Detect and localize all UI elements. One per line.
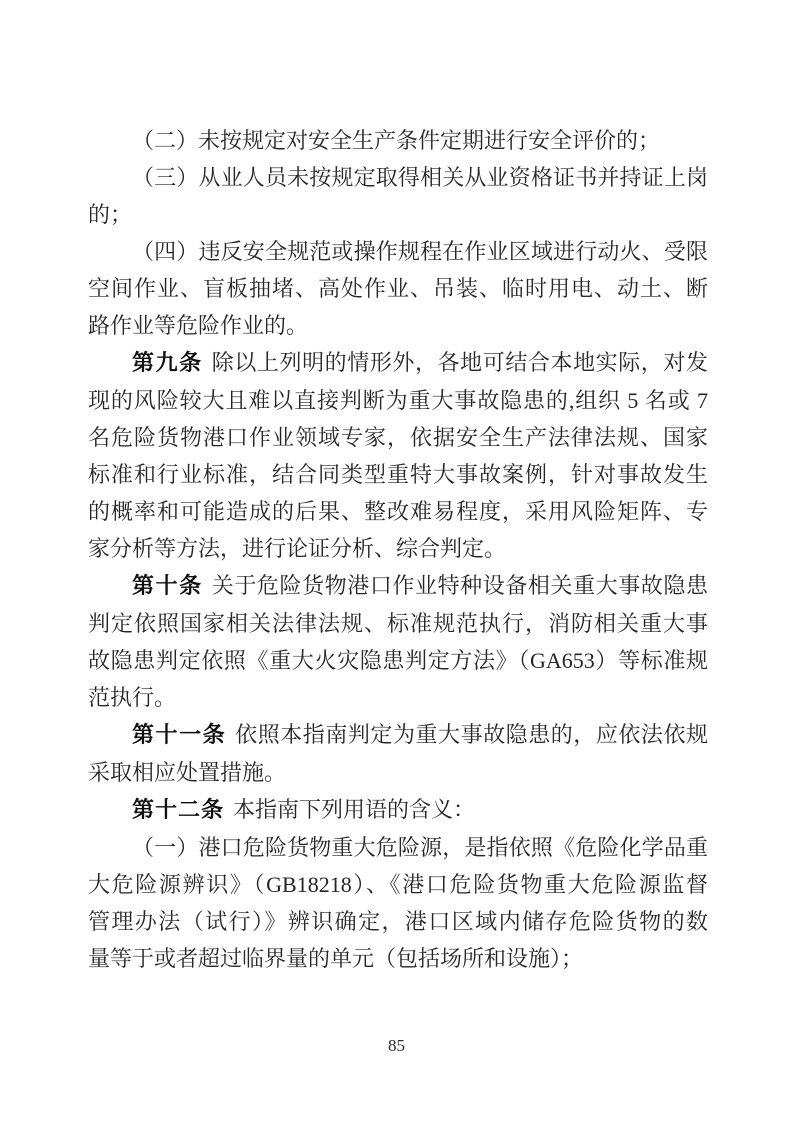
page-number: 85 (388, 1036, 405, 1055)
text-line: 现的风险较大且难以直接判断为重大事故隐患的,组织 5 名或 7 (88, 388, 708, 413)
paragraph (88, 122, 708, 159)
article-number: 第九条 (132, 351, 203, 376)
article-number: 第十一条 (132, 723, 227, 748)
text-line: 采取相应处置措施。 (88, 760, 287, 785)
paragraph (88, 344, 708, 567)
text-line: 第十二条 本指南下列用语的含义： (132, 797, 476, 823)
text-line: 范执行。 (88, 685, 177, 710)
text-line: （一）港口危险货物重大危险源，是指依照《危险化学品重 (132, 835, 708, 860)
text-line: 第十一条 依照本指南判定为重大事故隐患的，应依法依规 (132, 722, 708, 748)
text-line: 标准和行业标准，结合同类型重特大事故案例，针对事故发生 (88, 462, 708, 487)
paragraph (88, 716, 708, 791)
text-line: 判定依照国家相关法律法规、标准规范执行，消防相关重大事 (88, 611, 708, 636)
article-number: 第十条 (132, 574, 203, 599)
text-line: （三）从业人员未按规定取得相关从业资格证书并持证上岗 (132, 165, 708, 190)
text-line: 家分析等方法，进行论证分析、综合判定。 (88, 536, 507, 561)
document-body (88, 122, 708, 977)
text-line: 路作业等危险作业的。 (88, 313, 309, 338)
text-line: 管理办法（试行）》辨识确定，港口区域内储存危险货物的数 (88, 909, 708, 934)
text-line: 量等于或者超过临界量的单元（包括场所和设施）； (88, 946, 584, 971)
text-line: （二）未按规定对安全生产条件定期进行安全评价的； (132, 128, 661, 153)
text-line: 第十条 关于危险货物港口作业特种设备相关重大事故隐患 (132, 573, 708, 599)
paragraph (88, 829, 708, 977)
paragraph (88, 233, 708, 344)
paragraph (88, 159, 708, 233)
text-line: 的概率和可能造成的后果、整改难易程度，采用风险矩阵、专 (88, 499, 708, 524)
text-line: 空间作业、盲板抽堵、高处作业、吊装、临时用电、动土、断 (88, 276, 708, 301)
paragraph (88, 567, 708, 716)
paragraph (88, 791, 708, 829)
text-line: （四）违反安全规范或操作规程在作业区域进行动火、受限 (132, 239, 708, 264)
text-line: 故隐患判定依照《重大火灾隐患判定方法》（GA653）等标准规 (88, 648, 708, 673)
text-line: 的； (88, 202, 133, 227)
text-line: 名危险货物港口作业领域专家，依据安全生产法律法规、国家 (88, 425, 708, 450)
text-line: 第九条 除以上列明的情形外，各地可结合本地实际，对发 (132, 350, 708, 376)
article-number: 第十二条 (132, 798, 225, 823)
text-line: 大危险源辨识》（GB18218）、《港口危险货物重大危险源监督 (88, 872, 708, 897)
